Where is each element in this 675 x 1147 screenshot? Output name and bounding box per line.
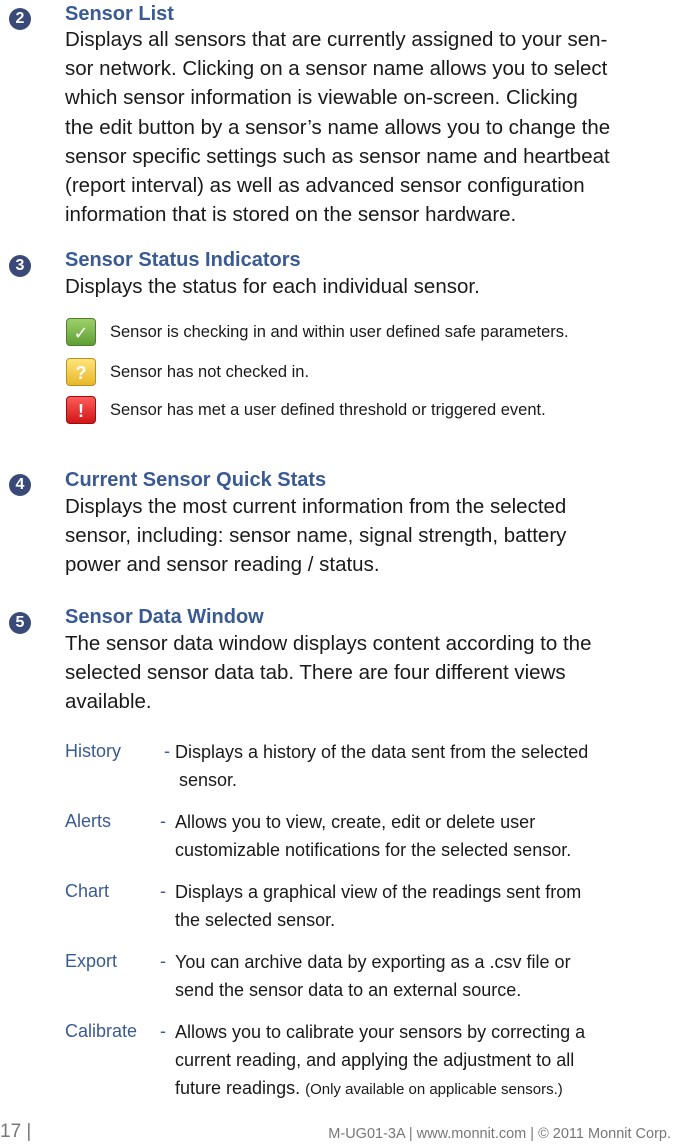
paragraph-line: Displays the most current information from the selected xyxy=(65,495,567,518)
view-description xyxy=(175,878,581,934)
paragraph-line: Displays all sensors that are currently assigned to your sen- xyxy=(65,28,608,51)
section-heading: Sensor List xyxy=(65,3,174,25)
view-item-chart xyxy=(65,878,675,934)
paragraph-line: sensor, including: sensor name, signal strength, battery xyxy=(65,524,567,548)
section-paragraph xyxy=(65,272,675,301)
paragraph-line: (report interval) as well as advanced sensor configuration xyxy=(65,174,585,198)
description-line xyxy=(175,1074,585,1104)
status-indicator-not-checked-in xyxy=(66,358,675,386)
view-dash: - xyxy=(160,1021,166,1041)
section-number-badge: 5 xyxy=(9,612,31,634)
view-dash: - xyxy=(160,881,166,901)
view-description xyxy=(175,808,571,864)
question-icon: ? xyxy=(66,358,96,386)
description-line: sensor. xyxy=(179,770,238,790)
status-indicator-ok xyxy=(66,318,675,346)
description-line: You can archive data by exporting as a .csv file or xyxy=(175,952,571,972)
description-line: Displays a history of the data sent from the selected xyxy=(175,742,589,762)
paragraph-line: available. xyxy=(65,690,152,714)
view-dash: - xyxy=(160,811,166,831)
section-paragraph xyxy=(65,629,675,717)
description-text: future readings. xyxy=(175,1078,301,1098)
view-description xyxy=(175,738,588,794)
view-label: Alerts xyxy=(65,811,112,831)
view-label: Chart xyxy=(65,881,110,901)
applicability-note: (Only available on applicable sensors.) xyxy=(305,1081,563,1098)
section-heading: Current Sensor Quick Stats xyxy=(65,469,327,491)
status-description: Sensor has met a user defined threshold or triggered event. xyxy=(110,401,546,419)
description-line: Allows you to calibrate your sensors by correcting a xyxy=(175,1022,586,1042)
status-description: Sensor is checking in and within user defined safe parameters. xyxy=(110,323,569,341)
description-line: Allows you to view, create, edit or delete user xyxy=(175,812,536,832)
section-paragraph xyxy=(65,492,675,580)
section-number-badge: 2 xyxy=(9,8,31,30)
description-line: current reading, and applying the adjustment to all xyxy=(175,1050,575,1070)
view-description xyxy=(175,1018,585,1104)
alert-icon: ! xyxy=(66,396,96,424)
paragraph-line: sensor specific settings such as sensor name and heartbeat xyxy=(65,144,610,168)
paragraph-line: information that is stored on the sensor hardware. xyxy=(65,203,517,227)
paragraph-line: which sensor information is viewable on-screen. Clicking xyxy=(65,86,578,110)
description-line: send the sensor data to an external source. xyxy=(175,980,522,1000)
description-line: the selected sensor. xyxy=(175,910,336,930)
section-paragraph xyxy=(65,25,675,229)
view-label: Export xyxy=(65,951,118,971)
paragraph-line: Displays the status for each individual sensor. xyxy=(65,275,480,298)
paragraph-line: the edit button by a sensor’s name allows you to change the xyxy=(65,115,611,139)
view-dash: - xyxy=(164,741,170,761)
page-number: 17 | xyxy=(0,1121,32,1142)
section-heading: Sensor Data Window xyxy=(65,606,264,628)
view-item-alerts xyxy=(65,808,675,864)
paragraph-line: selected sensor data tab. There are four different views xyxy=(65,661,566,685)
section-number-badge: 3 xyxy=(9,255,31,277)
view-item-history xyxy=(65,738,675,794)
view-label: History xyxy=(65,741,122,761)
paragraph-line: power and sensor reading / status. xyxy=(65,553,380,577)
paragraph-line: sor network. Clicking on a sensor name allows you to select xyxy=(65,57,608,81)
view-item-export xyxy=(65,948,675,1004)
status-description: Sensor has not checked in. xyxy=(110,363,310,381)
view-description xyxy=(175,948,571,1004)
section-number-badge: 4 xyxy=(9,474,31,496)
view-item-calibrate xyxy=(65,1018,675,1102)
view-label: Calibrate xyxy=(65,1021,138,1041)
section-heading: Sensor Status Indicators xyxy=(65,249,301,271)
description-line: customizable notifications for the selected sensor. xyxy=(175,840,572,860)
footer-info: M-UG01-3A | www.monnit.com | © 2011 Monnit Corp. xyxy=(328,1126,671,1142)
description-line: Displays a graphical view of the readings sent from xyxy=(175,882,582,902)
status-indicator-alert xyxy=(66,396,675,424)
paragraph-line: The sensor data window displays content according to the xyxy=(65,632,592,655)
view-dash: - xyxy=(160,951,166,971)
check-icon: ✓ xyxy=(66,318,96,346)
